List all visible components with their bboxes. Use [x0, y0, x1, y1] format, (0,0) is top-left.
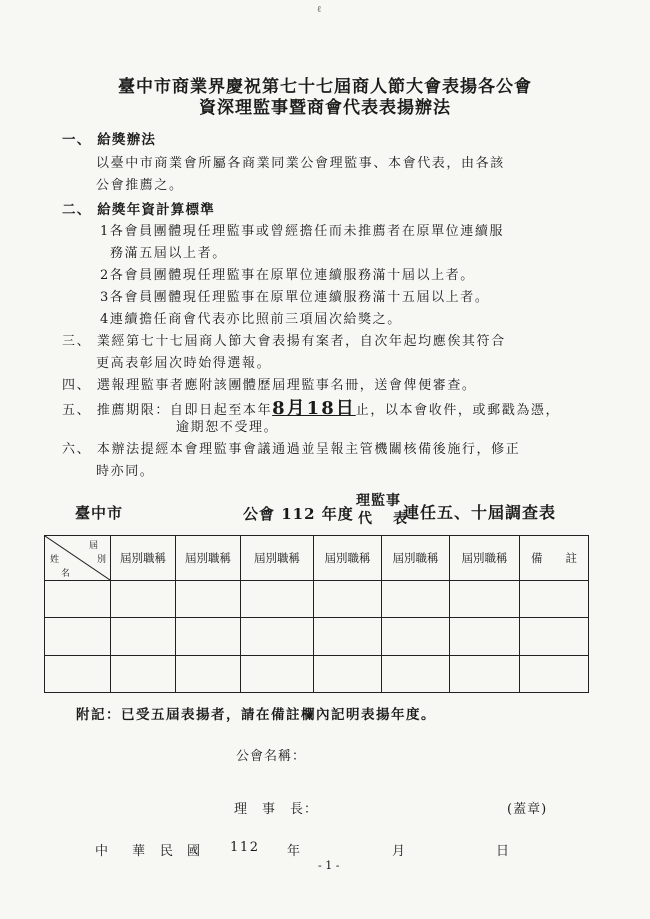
- chairman-label: 理 事 長：: [234, 802, 319, 817]
- section-2-item2: 2各會員團體現任理監事在原單位連續服務滿十屆以上者。: [100, 268, 475, 283]
- seal-label: (蓋章): [507, 802, 548, 817]
- survey-year: 公會 112 年度: [243, 505, 354, 523]
- table-cell[interactable]: [45, 655, 111, 692]
- table-cell[interactable]: [314, 581, 382, 618]
- deadline-date: 8月18日: [272, 398, 356, 419]
- section-5-line2: 逾期恕不受理。: [176, 420, 279, 435]
- table-row: [45, 655, 589, 692]
- guild-name-label: 公會名稱：: [236, 749, 307, 764]
- survey-role-bottom-left: 代: [358, 511, 373, 527]
- table-cell[interactable]: [382, 618, 450, 655]
- section-1-line2: 公會推薦之。: [96, 178, 184, 193]
- corner-bottom: 名: [61, 569, 71, 579]
- table-cell[interactable]: [241, 655, 314, 692]
- table-row: [45, 581, 589, 618]
- table-cell[interactable]: [45, 618, 111, 655]
- date-day-label: 日: [496, 844, 511, 859]
- survey-role-top: 理監事: [356, 493, 401, 509]
- table-cell[interactable]: [176, 655, 241, 692]
- section-6-line2: 時亦同。: [96, 464, 155, 479]
- section-2-item1-line1: 1各會員團體現任理監事或曾經擔任而未推薦者在原單位連續服: [100, 224, 505, 239]
- table-cell[interactable]: [520, 618, 589, 655]
- date-char-hua: 華: [132, 844, 147, 859]
- table-cell[interactable]: [176, 618, 241, 655]
- section-1-heading: 一、 給獎辦法: [62, 132, 157, 148]
- section-5-prefix: 五、 推薦期限：自即日起至本年: [62, 403, 273, 418]
- column-header: 屆別職稱: [241, 536, 314, 581]
- table-cell[interactable]: [45, 581, 111, 618]
- corner-left: 姓: [50, 555, 60, 565]
- date-year-value: 112: [230, 840, 260, 855]
- table-cell[interactable]: [382, 655, 450, 692]
- table-cell[interactable]: [111, 655, 176, 692]
- section-6-line1: 六、 本辦法提經本會理監事會議通過並呈報主管機關核備後施行，修正: [62, 442, 521, 457]
- survey-table: [44, 535, 589, 693]
- section-5-line1: [62, 394, 560, 420]
- date-char-min: 民: [160, 844, 175, 859]
- table-cell[interactable]: [450, 618, 520, 655]
- column-header: 屆別職稱: [450, 536, 520, 581]
- corner-right: 別: [97, 555, 107, 565]
- document-title-line1: 臺中市商業界慶祝第七十七屆商人節大會表揚各公會: [118, 77, 532, 97]
- table-row: [45, 618, 589, 655]
- table-cell[interactable]: [314, 618, 382, 655]
- survey-header-row: [45, 536, 589, 581]
- appendix-note: 附記：已受五屆表揚者，請在備註欄內記明表揚年度。: [76, 707, 436, 723]
- survey-role-bottom-right: 表: [393, 511, 408, 527]
- column-header: 屆別職稱: [176, 536, 241, 581]
- section-3-line1: 三、 業經第七十七屆商人節大會表揚有案者，自次年起均應俟其符合: [62, 334, 506, 349]
- table-cell[interactable]: [520, 581, 589, 618]
- section-4-line1: 四、 選報理監事者應附該團體歷屆理監事名冊，送會俾便審查。: [62, 378, 477, 393]
- table-cell[interactable]: [241, 618, 314, 655]
- top-mark: ℓ: [317, 5, 322, 15]
- date-char-zhong: 中: [95, 844, 110, 859]
- section-2-item3: 3各會員團體現任理監事在原單位連續服務滿十五屆以上者。: [100, 290, 490, 305]
- note-column-header: 備 註: [520, 536, 589, 581]
- table-cell[interactable]: [111, 618, 176, 655]
- section-3-line2: 更高表彰屆次時始得選報。: [96, 356, 272, 371]
- survey-title-suffix: 連任五、十屆調查表: [403, 503, 557, 522]
- section-2-item4: 4連續擔任商會代表亦比照前三項屆次給獎之。: [100, 312, 402, 327]
- table-cell[interactable]: [450, 581, 520, 618]
- column-header: 屆別職稱: [314, 536, 382, 581]
- column-header: 屆別職稱: [111, 536, 176, 581]
- corner-top: 屆: [89, 541, 99, 551]
- table-cell[interactable]: [241, 581, 314, 618]
- column-header: 屆別職稱: [382, 536, 450, 581]
- table-cell[interactable]: [176, 581, 241, 618]
- table-cell[interactable]: [382, 581, 450, 618]
- section-2-heading: 二、 給獎年資計算標準: [62, 202, 215, 218]
- section-1-line1: 以臺中市商業會所屬各商業同業公會理監事、本會代表，由各該: [96, 156, 505, 171]
- page-number: - 1 -: [318, 859, 340, 872]
- table-cell[interactable]: [314, 655, 382, 692]
- section-5-suffix: 止，以本會收件，或郵戳為憑，: [355, 403, 561, 418]
- date-month-label: 月: [392, 844, 407, 859]
- date-char-guo: 國: [187, 844, 202, 859]
- survey-corner-cell: [45, 536, 111, 581]
- table-cell[interactable]: [111, 581, 176, 618]
- section-2-item1-line2: 務滿五屆以上者。: [110, 246, 227, 261]
- table-cell[interactable]: [450, 655, 520, 692]
- survey-city: 臺中市: [75, 504, 124, 522]
- date-year-label: 年: [287, 844, 302, 859]
- table-cell[interactable]: [520, 655, 589, 692]
- document-title-line2: 資深理監事暨商會代表表揚辦法: [199, 98, 451, 118]
